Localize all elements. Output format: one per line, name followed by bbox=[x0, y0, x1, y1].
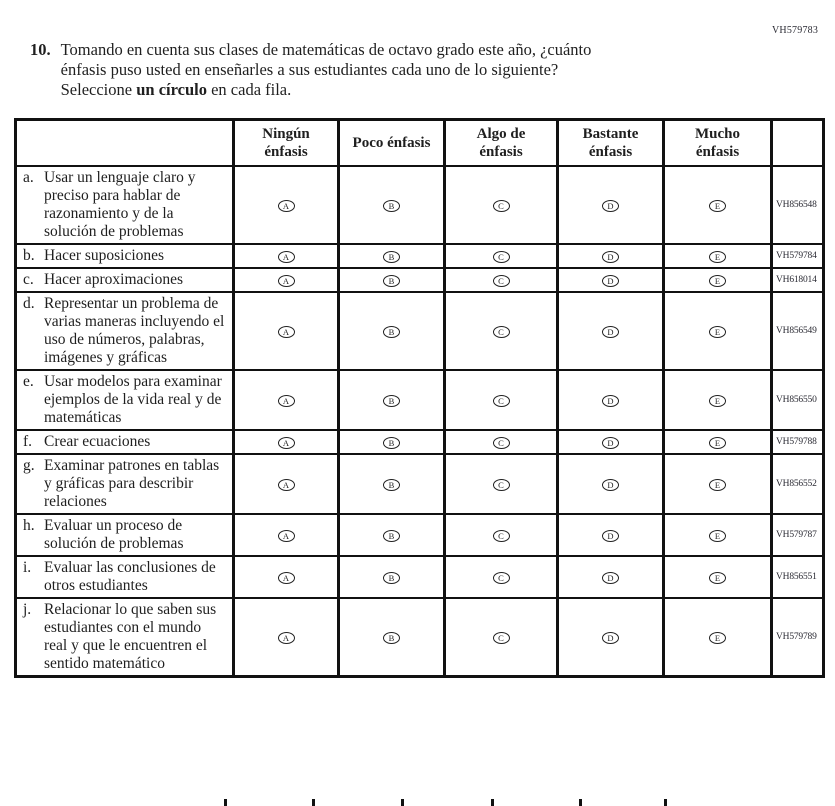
option-bubble-e[interactable]: E bbox=[709, 395, 726, 407]
option-cell bbox=[664, 514, 772, 556]
option-bubble-e[interactable]: E bbox=[709, 200, 726, 212]
option-cell bbox=[558, 430, 664, 454]
row-label-cell bbox=[16, 244, 234, 268]
option-cell bbox=[445, 514, 558, 556]
row-vh-code: VH579788 bbox=[772, 430, 824, 454]
option-bubble-d[interactable]: D bbox=[602, 326, 619, 338]
option-cell bbox=[558, 370, 664, 430]
question-text bbox=[61, 40, 633, 100]
option-cell bbox=[234, 454, 339, 514]
option-bubble-e[interactable]: E bbox=[709, 437, 726, 449]
option-bubble-e[interactable]: E bbox=[709, 632, 726, 644]
option-cell bbox=[664, 268, 772, 292]
option-bubble-b[interactable]: B bbox=[383, 200, 400, 212]
table-divider-stub bbox=[491, 799, 494, 806]
table-row bbox=[16, 598, 824, 677]
option-bubble-d[interactable]: D bbox=[602, 479, 619, 491]
option-bubble-e[interactable]: E bbox=[709, 275, 726, 287]
header-empty-label-cell bbox=[16, 120, 234, 167]
option-bubble-b[interactable]: B bbox=[383, 530, 400, 542]
option-bubble-d[interactable]: D bbox=[602, 530, 619, 542]
option-bubble-b[interactable]: B bbox=[383, 479, 400, 491]
option-bubble-e[interactable]: E bbox=[709, 572, 726, 584]
option-cell bbox=[664, 556, 772, 598]
option-bubble-a[interactable]: A bbox=[278, 530, 295, 542]
question-header bbox=[30, 40, 640, 100]
row-vh-code: VH579789 bbox=[772, 598, 824, 677]
option-bubble-c[interactable]: C bbox=[493, 479, 510, 491]
table-row bbox=[16, 514, 824, 556]
option-cell bbox=[339, 556, 445, 598]
option-bubble-d[interactable]: D bbox=[602, 251, 619, 263]
row-text: Examinar patrones en tablas y gráficas para describir relaciones bbox=[44, 457, 220, 510]
option-bubble-a[interactable]: A bbox=[278, 632, 295, 644]
row-letter: j. bbox=[23, 601, 32, 618]
option-bubble-e[interactable]: E bbox=[709, 479, 726, 491]
row-letter: e. bbox=[23, 373, 34, 390]
column-header-2: Poco énfasis bbox=[339, 120, 445, 167]
row-text: Hacer suposiciones bbox=[44, 247, 165, 264]
table-divider-stub bbox=[401, 799, 404, 806]
row-label-cell bbox=[16, 430, 234, 454]
table-divider-stub bbox=[224, 799, 227, 806]
option-cell bbox=[339, 454, 445, 514]
option-cell bbox=[339, 598, 445, 677]
question-number: 10. bbox=[30, 40, 51, 59]
option-bubble-b[interactable]: B bbox=[383, 572, 400, 584]
row-letter: h. bbox=[23, 517, 35, 534]
option-cell bbox=[664, 454, 772, 514]
option-bubble-c[interactable]: C bbox=[493, 530, 510, 542]
table-row bbox=[16, 430, 824, 454]
option-bubble-e[interactable]: E bbox=[709, 251, 726, 263]
option-cell bbox=[558, 268, 664, 292]
option-bubble-a[interactable]: A bbox=[278, 275, 295, 287]
table-divider-stub bbox=[312, 799, 315, 806]
option-cell bbox=[664, 244, 772, 268]
row-vh-code: VH618014 bbox=[772, 268, 824, 292]
question-text-bold: un círculo bbox=[136, 80, 207, 99]
option-cell bbox=[664, 166, 772, 244]
option-bubble-b[interactable]: B bbox=[383, 326, 400, 338]
row-label-cell bbox=[16, 598, 234, 677]
row-text: Relacionar lo que saben sus estudiantes con el mundo real y que le encuentren el sentido matemático bbox=[44, 601, 217, 672]
option-bubble-a[interactable]: A bbox=[278, 572, 295, 584]
option-bubble-d[interactable]: D bbox=[602, 200, 619, 212]
option-cell bbox=[234, 430, 339, 454]
row-text: Hacer aproximaciones bbox=[44, 271, 184, 288]
option-bubble-c[interactable]: C bbox=[493, 275, 510, 287]
question-vh-code: VH579783 bbox=[772, 25, 819, 36]
option-cell bbox=[558, 454, 664, 514]
table-row bbox=[16, 556, 824, 598]
option-cell bbox=[339, 166, 445, 244]
table-divider-stub bbox=[579, 799, 582, 806]
option-bubble-c[interactable]: C bbox=[493, 395, 510, 407]
option-bubble-d[interactable]: D bbox=[602, 572, 619, 584]
row-label-cell bbox=[16, 292, 234, 370]
option-cell bbox=[234, 556, 339, 598]
option-bubble-c[interactable]: C bbox=[493, 632, 510, 644]
row-letter: d. bbox=[23, 295, 35, 312]
row-letter: i. bbox=[23, 559, 32, 576]
option-bubble-c[interactable]: C bbox=[493, 200, 510, 212]
row-vh-code: VH579784 bbox=[772, 244, 824, 268]
row-text: Evaluar un proceso de solución de problemas bbox=[44, 517, 184, 552]
option-bubble-a[interactable]: A bbox=[278, 479, 295, 491]
option-cell bbox=[445, 556, 558, 598]
option-bubble-d[interactable]: D bbox=[602, 437, 619, 449]
option-cell bbox=[234, 370, 339, 430]
emphasis-matrix-table bbox=[14, 118, 825, 678]
option-cell bbox=[445, 244, 558, 268]
option-bubble-e[interactable]: E bbox=[709, 530, 726, 542]
table-row bbox=[16, 268, 824, 292]
option-bubble-e[interactable]: E bbox=[709, 326, 726, 338]
option-cell bbox=[558, 514, 664, 556]
option-cell bbox=[445, 598, 558, 677]
option-cell bbox=[234, 292, 339, 370]
option-bubble-d[interactable]: D bbox=[602, 632, 619, 644]
table-row bbox=[16, 166, 824, 244]
option-bubble-a[interactable]: A bbox=[278, 326, 295, 338]
table-body bbox=[16, 166, 824, 677]
option-bubble-c[interactable]: C bbox=[493, 572, 510, 584]
row-vh-code: VH856552 bbox=[772, 454, 824, 514]
option-cell bbox=[339, 430, 445, 454]
header-row bbox=[16, 120, 824, 167]
row-vh-code: VH856549 bbox=[772, 292, 824, 370]
row-vh-code: VH856548 bbox=[772, 166, 824, 244]
option-cell bbox=[664, 370, 772, 430]
option-bubble-b[interactable]: B bbox=[383, 395, 400, 407]
option-bubble-d[interactable]: D bbox=[602, 275, 619, 287]
option-cell bbox=[339, 268, 445, 292]
option-bubble-a[interactable]: A bbox=[278, 251, 295, 263]
column-header-3: Algo de énfasis bbox=[445, 120, 558, 167]
option-cell bbox=[558, 244, 664, 268]
option-cell bbox=[664, 430, 772, 454]
option-bubble-b[interactable]: B bbox=[383, 437, 400, 449]
question-text-pre: Tomando en cuenta sus clases de matemáticas de octavo grado este año, ¿cuánto énfasis puso usted en enseñarles a sus estudiantes cada uno de lo siguiente? Seleccione bbox=[60, 40, 592, 99]
row-letter: a. bbox=[23, 169, 34, 186]
option-cell bbox=[234, 514, 339, 556]
row-label-cell bbox=[16, 454, 234, 514]
row-label-cell bbox=[16, 556, 234, 598]
row-text: Evaluar las conclusiones de otros estudiantes bbox=[44, 559, 216, 594]
option-cell bbox=[445, 268, 558, 292]
option-cell bbox=[664, 292, 772, 370]
question-text-post: en cada fila. bbox=[206, 80, 292, 99]
option-cell bbox=[234, 268, 339, 292]
option-bubble-b[interactable]: B bbox=[383, 632, 400, 644]
option-cell bbox=[664, 598, 772, 677]
row-label-cell bbox=[16, 370, 234, 430]
row-vh-code: VH856551 bbox=[772, 556, 824, 598]
row-letter: g. bbox=[23, 457, 35, 474]
column-header-1: Ningún énfasis bbox=[234, 120, 339, 167]
row-vh-code: VH856550 bbox=[772, 370, 824, 430]
row-letter: b. bbox=[23, 247, 35, 264]
option-bubble-b[interactable]: B bbox=[383, 251, 400, 263]
option-cell bbox=[558, 292, 664, 370]
row-vh-code: VH579787 bbox=[772, 514, 824, 556]
option-bubble-a[interactable]: A bbox=[278, 200, 295, 212]
option-bubble-d[interactable]: D bbox=[602, 395, 619, 407]
header-empty-code-cell bbox=[772, 120, 824, 167]
option-bubble-c[interactable]: C bbox=[493, 326, 510, 338]
option-cell bbox=[234, 598, 339, 677]
column-header-5: Mucho énfasis bbox=[664, 120, 772, 167]
option-cell bbox=[339, 370, 445, 430]
row-text: Usar un lenguaje claro y preciso para hablar de razonamiento y de la solución de problemas bbox=[44, 169, 196, 240]
option-cell bbox=[234, 166, 339, 244]
row-text: Usar modelos para examinar ejemplos de la vida real y de matemáticas bbox=[44, 373, 222, 426]
option-cell bbox=[445, 292, 558, 370]
option-cell bbox=[445, 454, 558, 514]
table-row bbox=[16, 292, 824, 370]
option-cell bbox=[445, 430, 558, 454]
row-text: Representar un problema de varias maneras incluyendo el uso de números, palabras, imágenes y gráficas bbox=[44, 295, 225, 366]
option-cell bbox=[558, 166, 664, 244]
option-bubble-a[interactable]: A bbox=[278, 437, 295, 449]
table-row bbox=[16, 454, 824, 514]
option-cell bbox=[558, 598, 664, 677]
row-letter: c. bbox=[23, 271, 34, 288]
table-row bbox=[16, 244, 824, 268]
option-bubble-b[interactable]: B bbox=[383, 275, 400, 287]
option-bubble-c[interactable]: C bbox=[493, 251, 510, 263]
row-label-cell bbox=[16, 514, 234, 556]
option-bubble-c[interactable]: C bbox=[493, 437, 510, 449]
option-cell bbox=[339, 244, 445, 268]
option-cell bbox=[445, 370, 558, 430]
table-row bbox=[16, 370, 824, 430]
row-label-cell bbox=[16, 166, 234, 244]
option-bubble-a[interactable]: A bbox=[278, 395, 295, 407]
option-cell bbox=[339, 514, 445, 556]
option-cell bbox=[339, 292, 445, 370]
row-letter: f. bbox=[23, 433, 33, 450]
option-cell bbox=[234, 244, 339, 268]
option-cell bbox=[558, 556, 664, 598]
row-text: Crear ecuaciones bbox=[44, 433, 151, 450]
column-header-4: Bastante énfasis bbox=[558, 120, 664, 167]
row-label-cell bbox=[16, 268, 234, 292]
table-divider-stub bbox=[664, 799, 667, 806]
option-cell bbox=[445, 166, 558, 244]
